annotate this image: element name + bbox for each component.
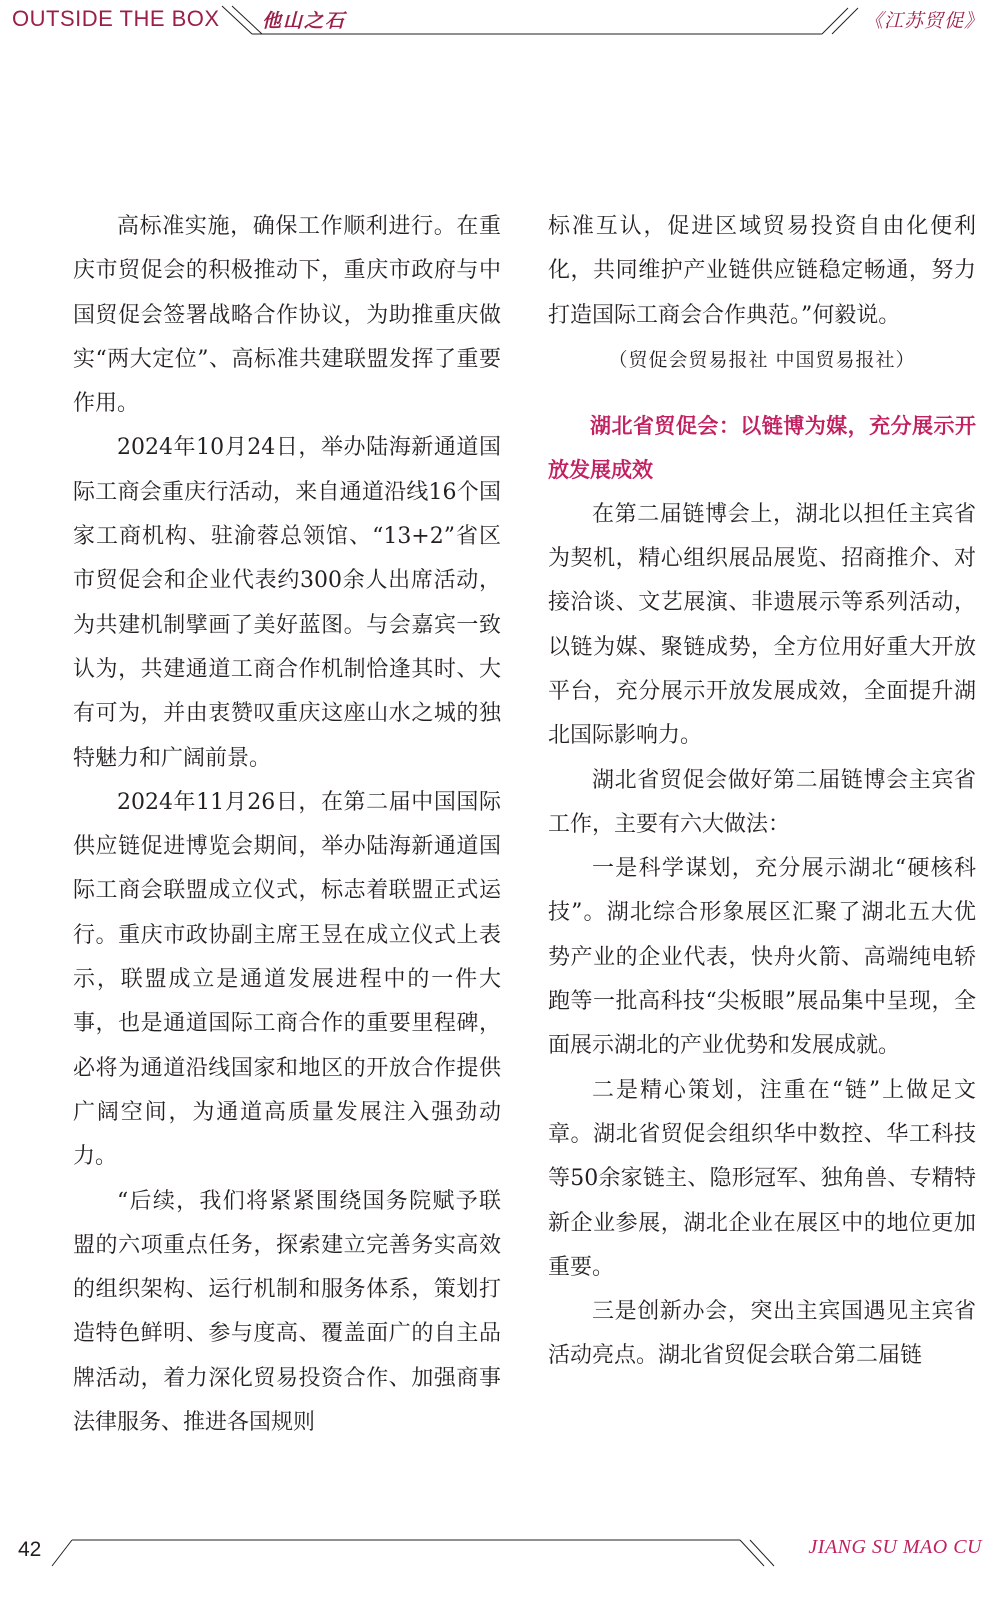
section-title-en: OUTSIDE THE BOX [12, 6, 220, 31]
paragraph: 一是科学谋划，充分展示湖北“硬核科技”。湖北综合形象展区汇聚了湖北五大优势产业的企业代表，快舟火箭、高端纯电轿跑等一批高科技“尖板眼”展品集中呈现，全面展示湖北的产业优势和发展成就。 [548, 856, 976, 1059]
paragraph: 2024年10月24日，举办陆海新通道国际工商会重庆行活动，来自通道沿线16个国家工商机构、驻渝蓉总领馆、“13+2”省区市贸促会和企业代表约300余人出席活动，为共建机制擘画了美好蓝图。与会嘉宾一致认为，共建通道工商合作机制恰逢其时、大有可为，并由衷赞叹重庆这座山水之城的独特魅力和广阔前景。 [73, 435, 501, 771]
magazine-title-cn: 《江苏贸促》 [863, 10, 984, 32]
article-source: （贸促会贸易报社 中国贸易报社） [608, 348, 916, 371]
paragraph: 在第二届链博会上，湖北以担任主宾省为契机，精心组织展品展览、招商推介、对接洽谈、文艺展演、非遗展示等系列活动，以链为媒、聚链成势，全方位用好重大开放平台，充分展示开放发展成效，全面提升湖北国际影响力。 [548, 501, 976, 749]
paragraph-continued: 标准互认，促进区域贸易投资自由化便利化，共同维护产业链供应链稳定畅通，努力打造国际工商会合作典范。”何毅说。 [548, 214, 976, 328]
paragraph: “后续，我们将紧紧围绕国务院赋予联盟的六项重点任务，探索建立完善务实高效的组织架构、运行机制和服务体系，策划打造特色鲜明、参与度高、覆盖面广的自主品牌活动，着力深化贸易投资合作、加强商事法律服务、推进各国规则 [73, 1188, 501, 1436]
page-footer [0, 1530, 1000, 1601]
paragraph: 二是精心策划，注重在“链”上做足文章。湖北省贸促会组织华中数控、华工科技等50余家链主、隐形冠军、独角兽、专精特新企业参展，湖北企业在展区中的地位更加重要。 [548, 1077, 976, 1280]
magazine-title-en: JIANG SU MAO CU [808, 1536, 982, 1558]
left-column [73, 205, 501, 1445]
page-header [0, 0, 1000, 44]
paragraph: 湖北省贸促会做好第二届链博会主宾省工作，主要有六大做法： [548, 767, 976, 837]
section-heading: 湖北省贸促会：以链博为媒，充分展示开放发展成效 [548, 414, 976, 483]
right-column [548, 205, 976, 1379]
paragraph: 高标准实施，确保工作顺利进行。在重庆市贸促会的积极推动下，重庆市政府与中国贸促会签署战略合作协议，为助推重庆做实“两大定位”、高标准共建联盟发挥了重要作用。 [73, 214, 501, 417]
paragraph: 三是创新办会，突出主宾国遇见主宾省活动亮点。湖北省贸促会联合第二届链 [548, 1299, 976, 1369]
section-title-cn: 他山之石 [262, 10, 347, 32]
page-number: 42 [18, 1538, 42, 1561]
paragraph: 2024年11月26日，在第二届中国国际供应链促进博览会期间，举办陆海新通道国际工商会联盟成立仪式，标志着联盟正式运行。重庆市政协副主席王昱在成立仪式上表示，联盟成立是通道发展进程中的一件大事，也是通道国际工商合作的重要里程碑，必将为通道沿线国家和地区的开放合作提供广阔空间，为通道高质量发展注入强劲动力。 [73, 789, 501, 1170]
